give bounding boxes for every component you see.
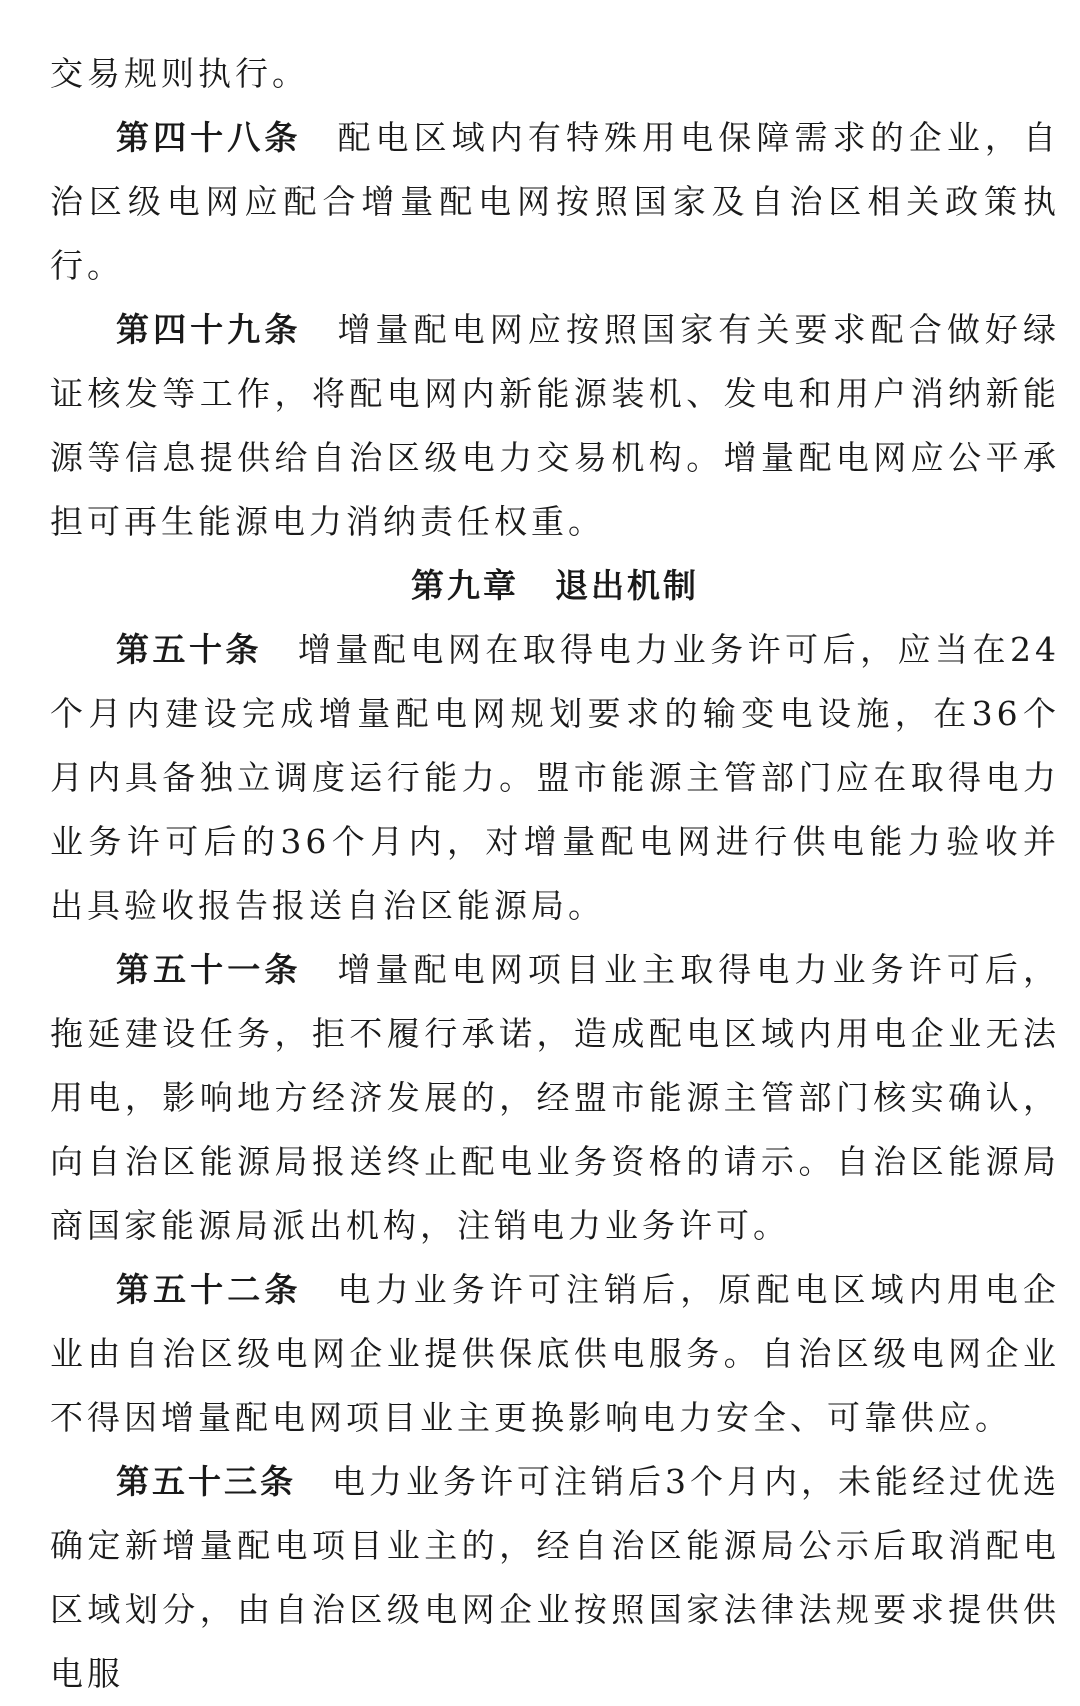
chapter-number: 第九章 bbox=[411, 566, 519, 605]
article-text: 增量配电网在取得电力业务许可后，应当在24个月内建设完成增量配电网规划要求的输变电设施，在36个月内具备独立调度运行能力。盟市能源主管部门应在取得电力业务许可后的36个月内，对增量配电网进行供电能力验收并出具验收报告报送自治区能源局。 bbox=[50, 630, 1061, 925]
article-heading: 第四十九条 bbox=[116, 310, 302, 349]
article-53 bbox=[50, 1450, 1060, 1706]
paragraph-text: 交易规则执行。 bbox=[50, 54, 309, 93]
article-50 bbox=[50, 618, 1060, 938]
article-text: 电力业务许可注销后，原配电区域内用电企业由自治区级电网企业提供保底供电服务。自治区级电网企业不得因增量配电网项目业主更换影响电力安全、可靠供应。 bbox=[50, 1270, 1061, 1437]
article-49 bbox=[50, 298, 1060, 554]
article-48 bbox=[50, 106, 1060, 298]
continuation-paragraph bbox=[50, 42, 1060, 106]
article-heading: 第五十三条 bbox=[116, 1462, 296, 1501]
chapter-heading bbox=[50, 554, 1060, 618]
article-heading: 第四十八条 bbox=[116, 118, 302, 157]
document-page bbox=[50, 42, 1060, 1706]
article-text: 配电区域内有特殊用电保障需求的企业，自治区级电网应配合增量配电网按照国家及自治区相关政策执行。 bbox=[50, 118, 1061, 285]
article-heading: 第五十二条 bbox=[116, 1270, 302, 1309]
article-text: 增量配电网应按照国家有关要求配合做好绿证核发等工作，将配电网内新能源装机、发电和用户消纳新能源等信息提供给自治区级电力交易机构。增量配电网应公平承担可再生能源电力消纳责任权重。 bbox=[50, 310, 1061, 541]
article-text: 增量配电网项目业主取得电力业务许可后，拖延建设任务，拒不履行承诺，造成配电区域内用电企业无法用电，影响地方经济发展的，经盟市能源主管部门核实确认，向自治区能源局报送终止配电业务资格的请示。自治区能源局商国家能源局派出机构，注销电力业务许可。 bbox=[50, 950, 1061, 1245]
article-heading: 第五十一条 bbox=[116, 950, 302, 989]
article-text: 电力业务许可注销后3个月内，未能经过优选确定新增量配电项目业主的，经自治区能源局公示后取消配电区域划分，由自治区级电网企业按照国家法律法规要求提供供电服 bbox=[50, 1462, 1060, 1693]
article-51 bbox=[50, 938, 1060, 1258]
article-52 bbox=[50, 1258, 1060, 1450]
chapter-title: 退出机制 bbox=[555, 566, 699, 605]
article-heading: 第五十条 bbox=[116, 630, 262, 669]
